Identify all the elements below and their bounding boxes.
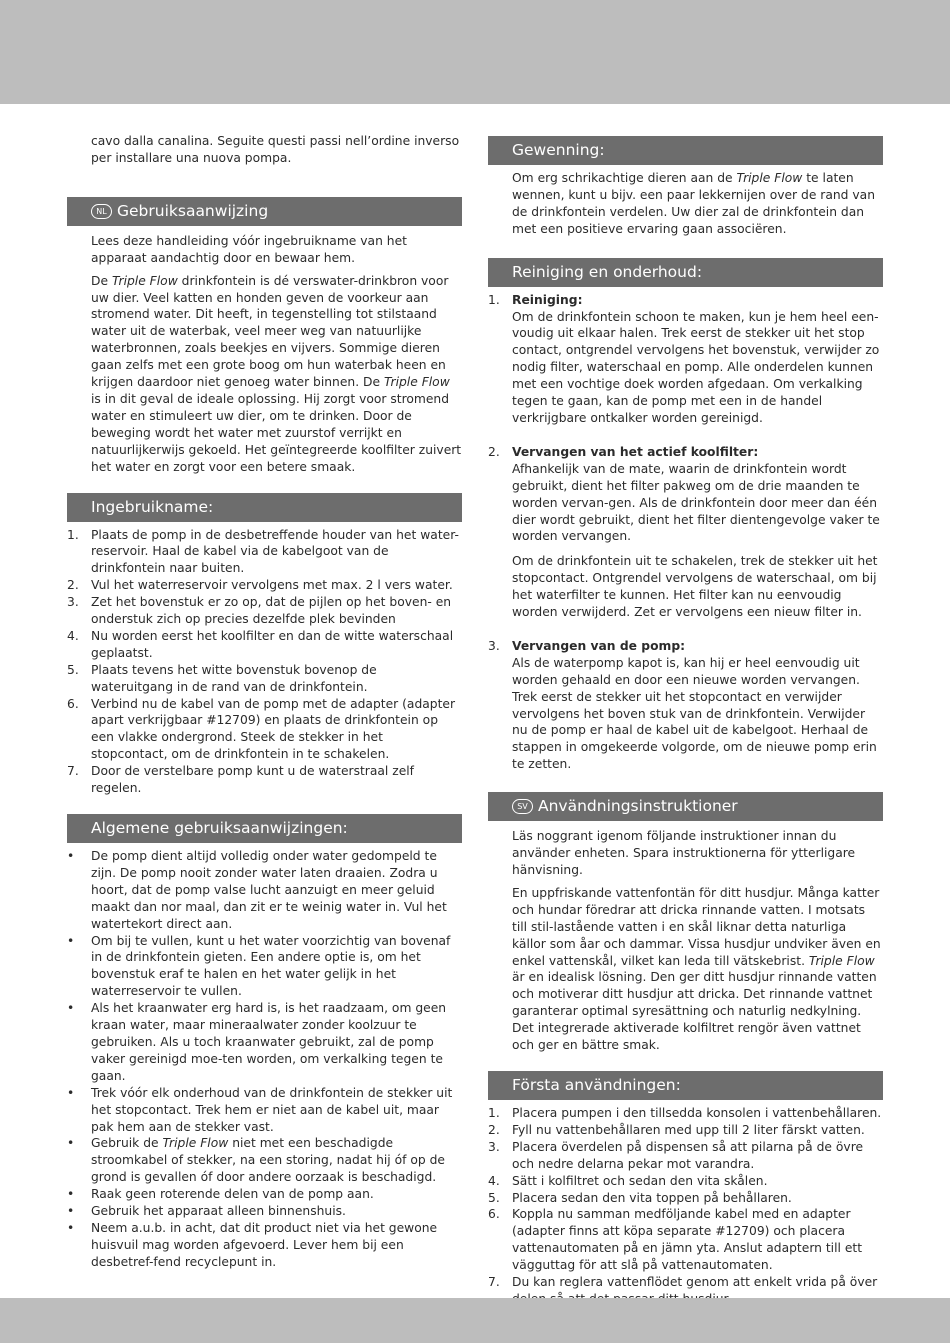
- list-marker: •: [67, 933, 75, 948]
- gewenning-paragraph: [488, 170, 883, 238]
- list-marker: 7.: [488, 1275, 500, 1290]
- list-item: [67, 594, 462, 628]
- list-marker: •: [67, 1085, 75, 1100]
- list-marker: 5.: [488, 1190, 500, 1205]
- product-name: Triple Flow: [383, 375, 450, 390]
- list-text: [512, 1173, 883, 1190]
- sv-paragraph-2: [488, 885, 883, 1054]
- left-column: [67, 133, 462, 1271]
- text-run: te laten wennen, kunt u bijv. een paar lekkernijen over de rand van de drinkfontein verdelen. Uw dier zal de drinkfontein dan met een positieve ervaring gaan associëren.: [512, 171, 876, 236]
- item-text: Afhankelijk van de mate, waarin de drinkfontein wordt gebruikt, dient het filter pakweg om de drie maanden te worden vervan-gen. Als de drinkfontein door meer dan één dier wordt gebruikt, dient het filter dientengevolge vaker te worden vervangen.: [512, 461, 880, 544]
- item-heading: Vervangen van het actief koolfilter:: [512, 444, 759, 459]
- item-heading: Reiniging:: [512, 292, 583, 307]
- text-run: Raak geen roterende delen van de pomp aan.: [91, 1187, 374, 1202]
- list-text: [512, 1139, 883, 1173]
- section-title: Användningsinstruktioner: [538, 797, 738, 816]
- nl-paragraph-1: Lees deze handleiding vóór ingebruikname van het apparaat aandachtig door en bewaar hem.: [91, 233, 407, 265]
- text-run: En uppfriskande vattenfontän för ditt husdjur. Många katter och hundar föredrar att dricka rinnande vatten. I motsats till stil-lastående vatten i en skål liknar detta naturliga källor som åar och dammar. Vissa husdjur undviker även en enkel vattenskål, vilket kan leda till vätskebrist.: [512, 885, 881, 968]
- item-text: Om de drinkfontein schoon te maken, kun je hem heel een-voudig uit elkaar halen. Trek eerst de stekker uit het stop contact, ontgrendel vervolgens het bovenstuk, verwijder zo nodig filter, waterschaal en pomp. Alle onderdelen kunnen met een vochtige doek worden afgedaan. Om verkalking tegen te gaan, kan de pomp met een in de handel verkrijgbare ontkalker worden gereinigd.: [512, 309, 880, 425]
- list-item: [67, 577, 462, 594]
- list-item: [67, 1203, 462, 1220]
- list-item: [67, 1186, 462, 1203]
- list-text: [91, 1135, 462, 1186]
- section-header-algemene: [67, 814, 462, 843]
- intro-text: cavo dalla canalina. Seguite questi passi nell’ordine inverso per installare una nuova pompa.: [91, 134, 460, 165]
- section-title: Första användningen:: [512, 1075, 681, 1094]
- text-run: Koppla nu samman medföljande kabel med en adapter (adapter finns att köpa separate #12709) och placera vattenautomaten på en jämn yta. Anslut adaptern till ett vägguttag för att slå på vattenautomaten.: [512, 1207, 863, 1273]
- list-marker: 4.: [67, 628, 79, 643]
- list-text: [91, 1000, 462, 1085]
- list-text: [91, 662, 462, 696]
- list-marker: •: [67, 1136, 75, 1151]
- text-run: Du kan reglera vattenflödet genom att enkelt vrida på över: [512, 1275, 878, 1290]
- section-title: Algemene gebruiksaanwijzingen:: [91, 819, 348, 837]
- list-text: [512, 1206, 883, 1274]
- nl-paragraph-2: [67, 273, 462, 476]
- text-run: Vul het waterreservoir vervolgens met max. 2 l vers water.: [91, 578, 453, 593]
- list-text: [512, 1122, 883, 1139]
- list-marker: 1.: [488, 292, 500, 307]
- list-item: [67, 1000, 462, 1085]
- header-band: [0, 0, 950, 104]
- section-title: Reiniging en onderhoud:: [512, 262, 703, 281]
- section-title: Gewenning:: [512, 141, 605, 159]
- item-text-2: Om de drinkfontein uit te schakelen, trek de stekker uit het stopcontact. Ontgrendel vervolgens de waterschaal, om bij het waterfilter te kunnen. Het filter kan nu eenvoudig worden verwijderd. Zet er vervolgens een nieuw filter in.: [512, 554, 878, 620]
- text-run: De pomp dient altijd volledig onder water gedompeld te zijn. De pomp nooit zonder water laten draaien. Zodra u hoort, dat de pomp valse lucht aanzuigt en meer geluid maakt dan nor maal, dan zit er te weinig water in. Vul het watertekort direct aan.: [91, 849, 447, 931]
- list-item: [488, 638, 883, 773]
- text-run: Plaats de pomp in de desbetreffende houder van het water-reservoir. Haal de kabel via de kabelgoot van de drinkfontein naar buiten.: [91, 527, 459, 576]
- text-run: De: [91, 273, 112, 288]
- right-column: [488, 133, 883, 1308]
- language-badge-sv: SV: [512, 799, 533, 814]
- list-marker: •: [67, 849, 75, 863]
- text-run: Door de verstelbare pomp kunt u de waterstraal zelf regelen.: [91, 764, 415, 796]
- list-marker: 1.: [67, 527, 79, 542]
- list-marker: 2.: [488, 1122, 500, 1137]
- list-item: [488, 1105, 883, 1122]
- text-run: Sätt i kolfiltret och sedan den vita skålen.: [512, 1173, 768, 1188]
- list-text: [91, 1186, 462, 1203]
- product-name: Triple Flow: [808, 953, 875, 968]
- ingebruikname-list: [67, 527, 462, 798]
- product-name: Triple Flow: [736, 171, 803, 185]
- text-run: Zet het bovenstuk er zo op, dat de pijlen op het boven- en onderstuk zich op precies dezelfde plek bevinden: [91, 595, 452, 627]
- list-item: [488, 292, 883, 427]
- list-marker: 3.: [67, 595, 79, 610]
- list-item: [67, 662, 462, 696]
- list-text: [91, 848, 462, 933]
- text-run: is in dit geval de ideale oplossing. Hij zorgt voor stromend water en stimuleert uw dier, om te drinken. Door de beweging wordt het water met zuurstof verrijkt en natuurlijkerwijs gekoeld. Het geïntegreerde koolfilter zuivert het water en zorgt voor een betere smaak.: [91, 391, 462, 474]
- text-run: Verbind nu de kabel van de pomp met de adapter (adapter apart verkrijgbaar #12709) en plaats de drinkfontein op een vlakke ondergrond. Steek de stekker in het stopcontact, om de drinkfontein in te schakelen.: [91, 696, 456, 762]
- list-item: [488, 1206, 883, 1274]
- list-body: [512, 292, 883, 427]
- list-text: [91, 577, 462, 594]
- product-name: Triple Flow: [111, 273, 178, 288]
- text-run: Nu worden eerst het koolfilter en dan de witte waterschaal geplaatst.: [91, 628, 454, 660]
- list-item: [67, 696, 462, 764]
- list-text: [91, 594, 462, 628]
- text-run: Neem a.u.b. in acht, dat dit product niet via het gewone huisvuil mag worden afgevoerd. Lever hem bij een desbetref-fend recyclepunt in.: [91, 1220, 438, 1269]
- reiniging-list: [488, 292, 883, 774]
- list-item: [488, 1139, 883, 1173]
- list-marker: •: [67, 1187, 75, 1202]
- text-run: Trek vóór elk onderhoud van de drinkfontein de stekker uit het stopcontact. Trek hem er niet aan de kabel uit, maar pak hem aan de stekker vast.: [91, 1085, 453, 1134]
- product-name: Triple Flow: [162, 1136, 229, 1151]
- text-run: Als het kraanwater erg hard is, is het raadzaam, om geen kraan water, maar mineraalwater zonder koolzuur te gebruiken. Als u toch kraanwater gebruikt, zal de pomp vaker gereinigd moe-ten worden, om verkalking tegen te gaan.: [91, 1001, 447, 1083]
- list-text: [91, 696, 462, 764]
- list-item: [67, 848, 462, 933]
- list-body: [512, 444, 883, 621]
- section-header-nl: [67, 197, 462, 226]
- list-item: [488, 444, 883, 621]
- list-item: [67, 1135, 462, 1186]
- list-item: [67, 1085, 462, 1136]
- text-run: Om bij te vullen, kunt u het water voorzichtig van bovenaf in de drinkfontein gieten. Een andere optie is, om het bovenstuk eraf te halen en het water gelijk in het waterreservoir te vullen.: [91, 933, 451, 999]
- list-text: [512, 1190, 883, 1207]
- list-text: [91, 1220, 462, 1271]
- text-run: Fyll nu vattenbehållaren med upp till 2 liter färskt vatten.: [512, 1122, 865, 1137]
- list-marker: 3.: [488, 638, 500, 653]
- text-run: Om erg schrikachtige dieren aan de: [512, 171, 737, 185]
- item-heading: Vervangen van de pomp:: [512, 638, 686, 653]
- item-text: Als de waterpomp kapot is, kan hij er heel eenvoudig uit worden gehaald en door een nieuwe worden vervangen. Trek eerst de stekker uit het stopcontact en verwijder vervolgens het boven stuk van de drinkfontein. Verwijder nu de pomp er haal de kabel uit de kabelgoot. Herhaal de stappen in omgekeerde volgorde, om de nieuwe pomp erin te zetten.: [512, 655, 877, 772]
- list-text: [91, 628, 462, 662]
- list-text: [91, 1203, 462, 1220]
- section-title: Ingebruikname:: [91, 497, 214, 516]
- list-body: [512, 638, 883, 773]
- section-header-ingebruikname: [67, 493, 462, 522]
- list-marker: •: [67, 1001, 75, 1016]
- list-item: [488, 1190, 883, 1207]
- footer-band: [0, 1298, 950, 1343]
- text-run: är en idealisk lösning. Den ger ditt husdjur rinnande vatten och motiverar ditt husdjur att dricka. Det rinnande vattnet garanterar optimal syresättning och naturlig nedkylning. Det integrerade aktiverade kolfiltret rengör även vattnet och ger en bättre smak.: [512, 970, 877, 1053]
- list-text: [512, 1105, 883, 1122]
- text-run: Gebruik het apparaat alleen binnenshuis.: [91, 1204, 346, 1219]
- list-item: [488, 1173, 883, 1190]
- list-marker: 5.: [67, 662, 79, 677]
- section-header-reiniging: [488, 258, 883, 287]
- list-marker: 6.: [67, 696, 79, 711]
- text-run: Placera pumpen i den tillsedda konsolen i vattenbehållaren.: [512, 1105, 882, 1120]
- list-text: [91, 527, 462, 578]
- text-run: Placera överdelen på dispensen så att pilarna på de övre och nedre delarna pekar mot varandra.: [512, 1139, 864, 1171]
- text-run: Placera sedan den vita toppen på behållaren.: [512, 1190, 792, 1205]
- sv-paragraph-1: Läs noggrant igenom följande instruktioner innan du använder enheten. Spara instruktionerna för ytterligare hänvisning.: [512, 829, 856, 877]
- list-marker: 2.: [67, 578, 79, 593]
- list-marker: •: [67, 1204, 75, 1219]
- algemene-list: [67, 848, 462, 1271]
- text-run: Gebruik de: [91, 1136, 163, 1151]
- list-marker: 2.: [488, 444, 500, 459]
- list-marker: 3.: [488, 1139, 500, 1154]
- section-header-forsta: [488, 1071, 883, 1100]
- list-text: [91, 933, 462, 1001]
- list-marker: 4.: [488, 1173, 500, 1188]
- list-text: [91, 1085, 462, 1136]
- list-item: [67, 527, 462, 578]
- text-run: drinkfontein is dé verswater-drinkbron voor uw dier. Veel katten en honden geven de voorkeur aan stromend water. Dit heeft, in tegenstelling tot stilstaand water uit de waterbak, veel meer weg van natuurlijke waterbronnen, zoals beekjes en vijvers. Sommige dieren gaan zelfs met een grote boog om hun waterbak heen en krijgen daardoor niet genoeg water binnen. De: [91, 273, 449, 390]
- list-item: [67, 763, 462, 797]
- list-marker: 1.: [488, 1105, 500, 1120]
- list-item: [67, 628, 462, 662]
- language-badge-nl: NL: [91, 204, 112, 219]
- list-item: [67, 1220, 462, 1271]
- list-item: [67, 933, 462, 1001]
- list-marker: •: [67, 1220, 75, 1235]
- list-text: [91, 763, 462, 797]
- text-run: Plaats tevens het witte bovenstuk bovenop de wateruitgang in de rand van de drinkfontein.: [91, 662, 377, 694]
- list-marker: 7.: [67, 764, 79, 779]
- section-header-sv: [488, 792, 883, 821]
- section-title: Gebruiksaanwijzing: [117, 201, 269, 220]
- text-run: niet met een beschadigde stroomkabel of stekker, na een storing, nadat hij óf op de grond is gevallen óf door andere oorzaak is beschadigd.: [91, 1136, 445, 1185]
- section-header-gewenning: [488, 136, 883, 165]
- forsta-list: [488, 1105, 883, 1308]
- list-marker: 6.: [488, 1207, 500, 1222]
- list-item: [488, 1122, 883, 1139]
